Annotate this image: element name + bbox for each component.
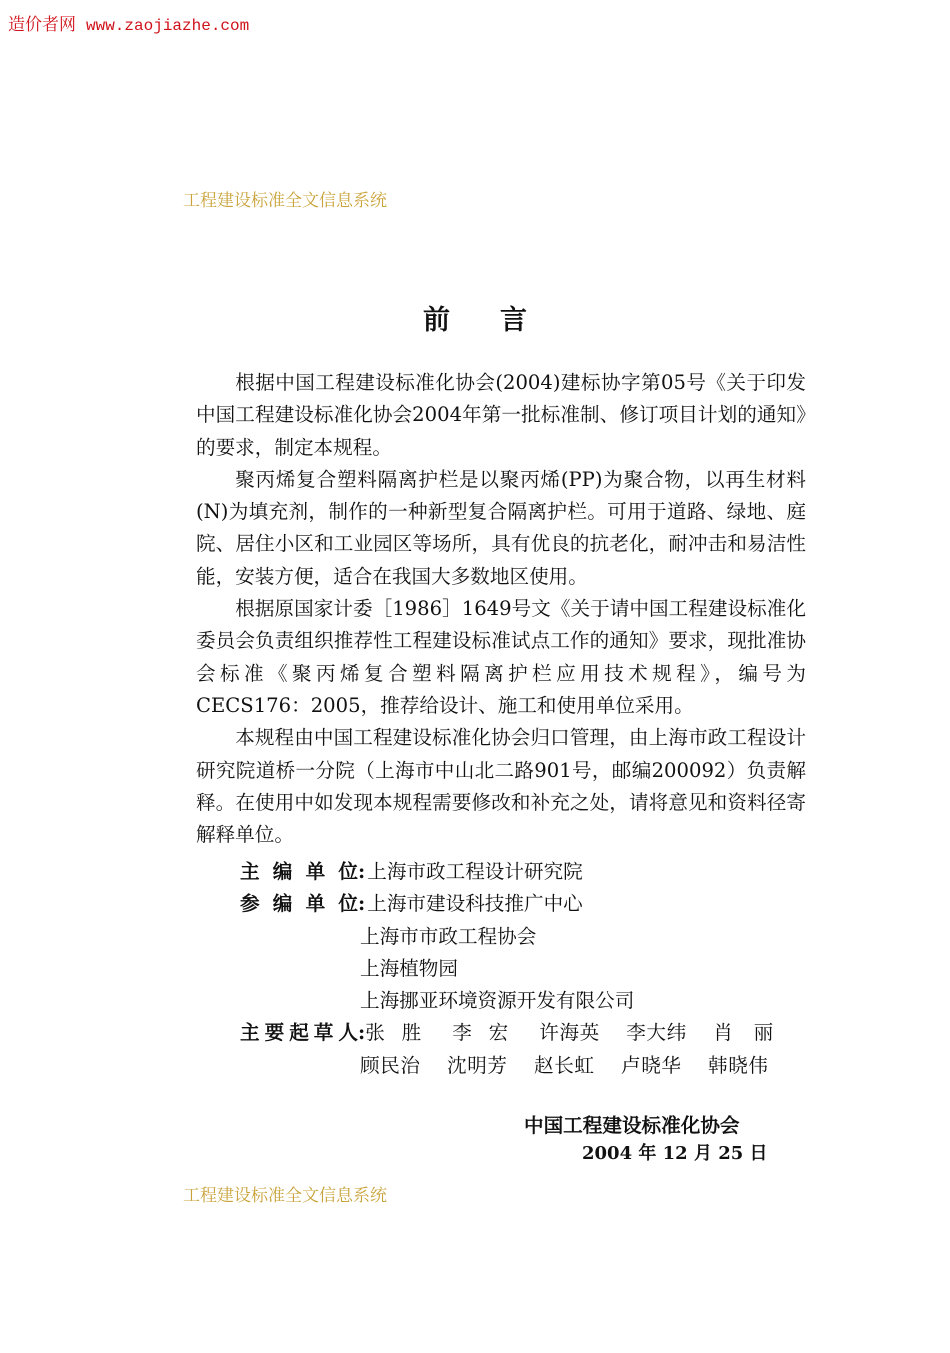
drafter-name: 张胜 — [365, 1021, 422, 1045]
paragraph: 根据中国工程建设标准化协会(2004)建标协字第05号《关于印发中国工程建设标准化协会2004年第一批标准制、修订项目计划的通知》的要求，制定本规程。 — [196, 371, 806, 459]
drafters-row: 主要起草人 : 张胜 李宏 许海英 李大纬 肖丽 — [240, 1017, 773, 1049]
drafters-names-line2 — [240, 1050, 773, 1082]
preface-body — [196, 367, 806, 851]
paragraph: 根据原国家计委［1986］1649号文《关于请中国工程建设标准化委员会负责组织推荐性工程建设标准试点工作的通知》要求，现批准协会标准《聚丙烯复合塑料隔离护栏应用技术规程》，编号为CECS176：2005，推荐给设计、施工和使用单位采用。 — [196, 597, 806, 717]
page-title: 前言 — [423, 305, 577, 336]
drafter-name: 沈明芳 — [447, 1053, 507, 1077]
site-url[interactable]: www.zaojiazhe.com — [86, 17, 250, 35]
participants-label: 参编单位 — [240, 892, 358, 916]
participant-unit: 上海市建设科技推广中心 — [367, 892, 583, 916]
drafters-names-line1 — [365, 1017, 773, 1049]
site-name: 造价者网 — [8, 15, 76, 35]
participant-unit: 上海挪亚环境资源开发有限公司 — [360, 989, 635, 1013]
participant-unit: 上海植物园 — [360, 956, 458, 980]
paragraph: 聚丙烯复合塑料隔离护栏是以聚丙烯(PP)为聚合物，以再生材料(N)为填充剂，制作的一种新型复合隔离护栏。可用于道路、绿地、庭院、居住小区和工业园区等场所，具有优良的抗老化，耐冲击和易洁性能，安装方便，适合在我国大多数地区使用。 — [196, 467, 806, 588]
watermark-bottom: 工程建设标准全文信息系统 — [183, 1186, 387, 1206]
drafter-name: 肖丽 — [713, 1021, 774, 1045]
participants-row: 参编单位 : 上海市建设科技推广中心 — [240, 888, 773, 920]
drafters-label: 主要起草人 — [240, 1021, 358, 1045]
credits — [240, 856, 773, 1082]
drafter-name: 赵长虹 — [534, 1053, 594, 1077]
paragraph: 本规程由中国工程建设标准化协会归口管理，由上海市政工程设计研究院道桥一分院（上海市中山北二路901号，邮编200092）负责解释。在使用中如发现本规程需要修改和补充之处，请将意见和资料径寄解释单位。 — [196, 726, 806, 847]
drafter-name: 李宏 — [452, 1021, 509, 1045]
drafter-name: 李大纬 — [626, 1021, 687, 1045]
participant-unit: 上海市市政工程协会 — [360, 924, 537, 948]
chief-editor-row: 主编单位 : 上海市政工程设计研究院 — [240, 856, 773, 888]
signature-date: 2004 年 12 月 25 日 — [582, 1143, 768, 1164]
site-header — [8, 10, 249, 35]
drafter-name: 韩晓伟 — [708, 1053, 768, 1077]
drafter-name: 顾民治 — [360, 1053, 420, 1077]
signature-org: 中国工程建设标准化协会 — [524, 1114, 740, 1137]
drafter-name: 卢晓华 — [621, 1053, 681, 1077]
drafter-name: 许海英 — [539, 1021, 600, 1045]
chief-editor-label: 主编单位 — [240, 860, 358, 883]
chief-editor-value: 上海市政工程设计研究院 — [367, 860, 583, 883]
watermark-top: 工程建设标准全文信息系统 — [183, 191, 387, 211]
